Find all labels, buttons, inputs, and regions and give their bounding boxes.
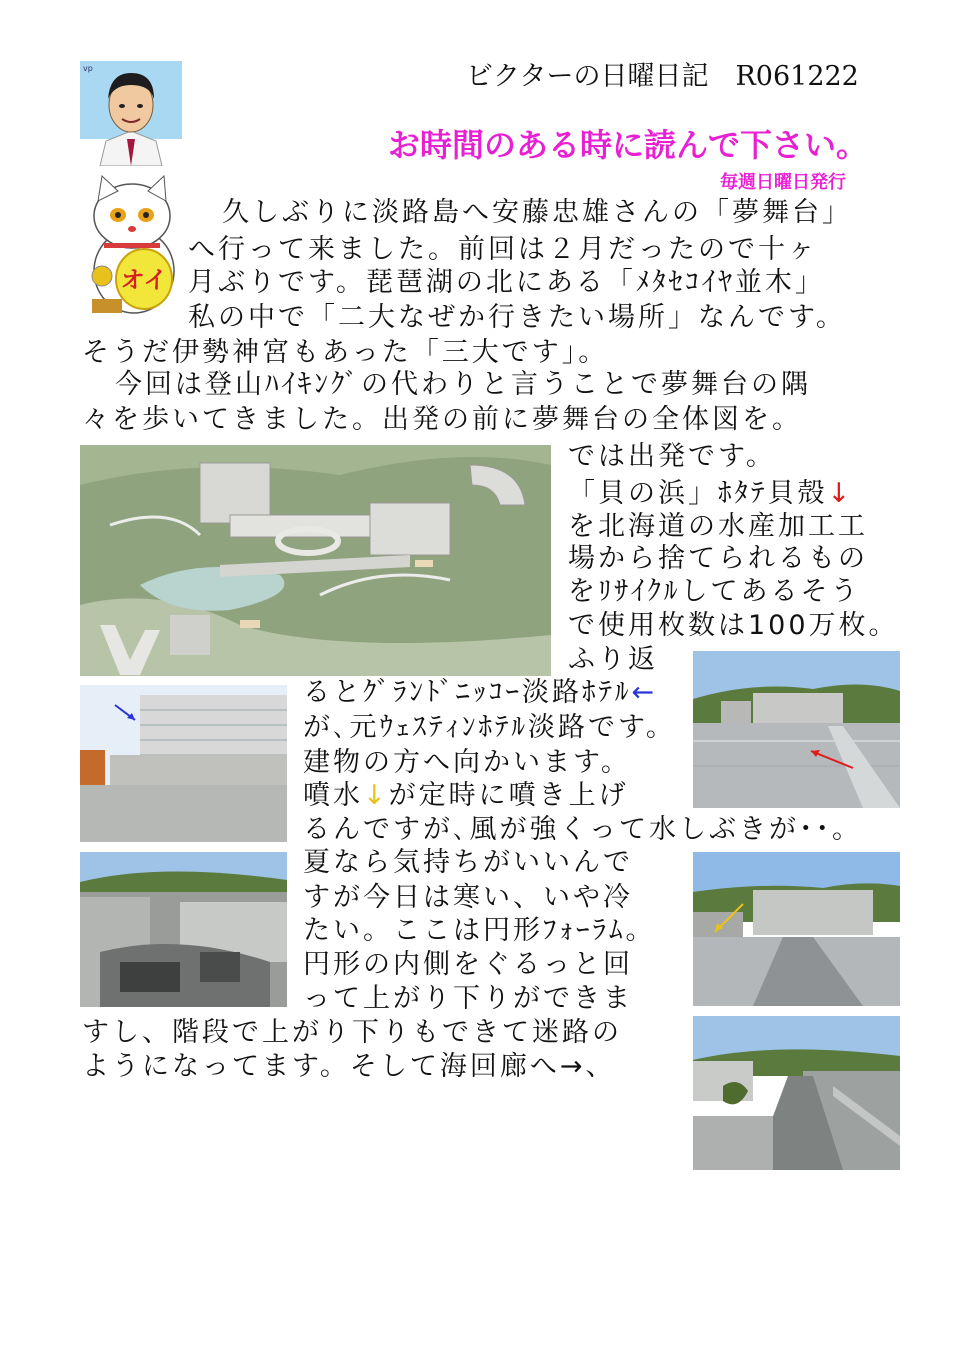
svg-text:vp: vp xyxy=(83,64,93,73)
body-line-2: へ行って来ました。前回は２月だったので十ヶ xyxy=(188,234,818,265)
sea-corridor-photo xyxy=(693,1016,900,1170)
body-line-15 xyxy=(303,676,657,710)
body-line-11: 場から捨てられるもの xyxy=(568,543,868,574)
body-line-18 xyxy=(303,779,629,813)
page-title: ビクターの日曜日記 R061222 xyxy=(466,61,859,92)
body-line-3: 月ぶりです。琵琶湖の北にある「ﾒﾀｾｺｲﾔ並木」 xyxy=(188,267,825,298)
body-line-9-text: 「貝の浜」ﾎﾀﾃ貝殻 xyxy=(568,478,828,509)
author-avatar xyxy=(80,61,182,166)
body-line-8: では出発です。 xyxy=(568,441,776,472)
site-model-photo xyxy=(80,445,551,676)
body-line-1: 久しぶりに淡路島へ安藤忠雄さんの「夢舞台」 xyxy=(222,197,852,228)
body-line-18b-text: が定時に噴き上げ xyxy=(388,780,629,811)
body-line-19: るんですが､風が強くって水しぶきが･･。 xyxy=(303,814,862,845)
body-line-22: たい。ここは円形ﾌｫｰﾗﾑ。 xyxy=(303,915,656,946)
body-line-17: 建物の方へ向かいます。 xyxy=(303,747,631,778)
body-line-18-text: 噴水 xyxy=(303,780,363,811)
circular-forum-photo xyxy=(80,852,287,1007)
page-subtitle: お時間のある時に読んで下さい。 xyxy=(388,126,869,164)
body-line-26: ようになってます。そして海回廊へ→、 xyxy=(82,1051,616,1082)
arrow-left-blue-icon: ← xyxy=(631,677,658,708)
body-line-25: すし、階段で上がり下りもできて迷路の xyxy=(82,1017,622,1048)
body-line-4: 私の中で「二大なぜか行きたい場所」なんです。 xyxy=(188,302,846,333)
body-line-9 xyxy=(568,477,853,511)
body-line-15-text: るとｸﾞﾗﾝﾄﾞﾆｯｺｰ淡路ﾎﾃﾙ xyxy=(303,677,632,708)
arrow-down-yellow-icon: ↓ xyxy=(363,780,389,811)
lucky-cat-logo xyxy=(84,171,184,316)
body-line-7: 々を歩いてきました。出発の前に夢舞台の全体図を。 xyxy=(82,404,802,435)
hotel-photo xyxy=(80,685,287,842)
body-line-24: って上がり下りができま xyxy=(303,983,633,1014)
body-line-14: ふり返 xyxy=(568,644,658,675)
arrow-down-red-icon: ↓ xyxy=(827,478,854,509)
body-line-16: が､元ｳｪｽﾃｨﾝﾎﾃﾙ淡路です。 xyxy=(303,712,676,743)
body-line-13: で使用枚数は100万枚。 xyxy=(568,610,899,641)
issue-note: 毎週日曜日発行 xyxy=(720,172,846,193)
fountain-walkway-photo xyxy=(693,852,900,1006)
shell-beach-photo xyxy=(693,651,900,808)
body-line-12: をﾘｻｲｸﾙしてあるそう xyxy=(568,576,861,607)
body-line-10: を北海道の水産加工工 xyxy=(568,511,868,542)
body-line-21: すが今日は寒い、いや冷 xyxy=(303,882,633,913)
cat-sign-text: オイ xyxy=(120,266,168,294)
body-line-23: 円形の内側をぐるっと回 xyxy=(303,949,633,980)
body-line-20: 夏なら気持ちがいいんで xyxy=(303,847,633,878)
body-line-5: そうだ伊勢神宮もあった「三大です」。 xyxy=(82,337,609,368)
body-line-6: 今回は登山ﾊｲｷﾝｸﾞの代わりと言うことで夢舞台の隅 xyxy=(115,369,811,400)
